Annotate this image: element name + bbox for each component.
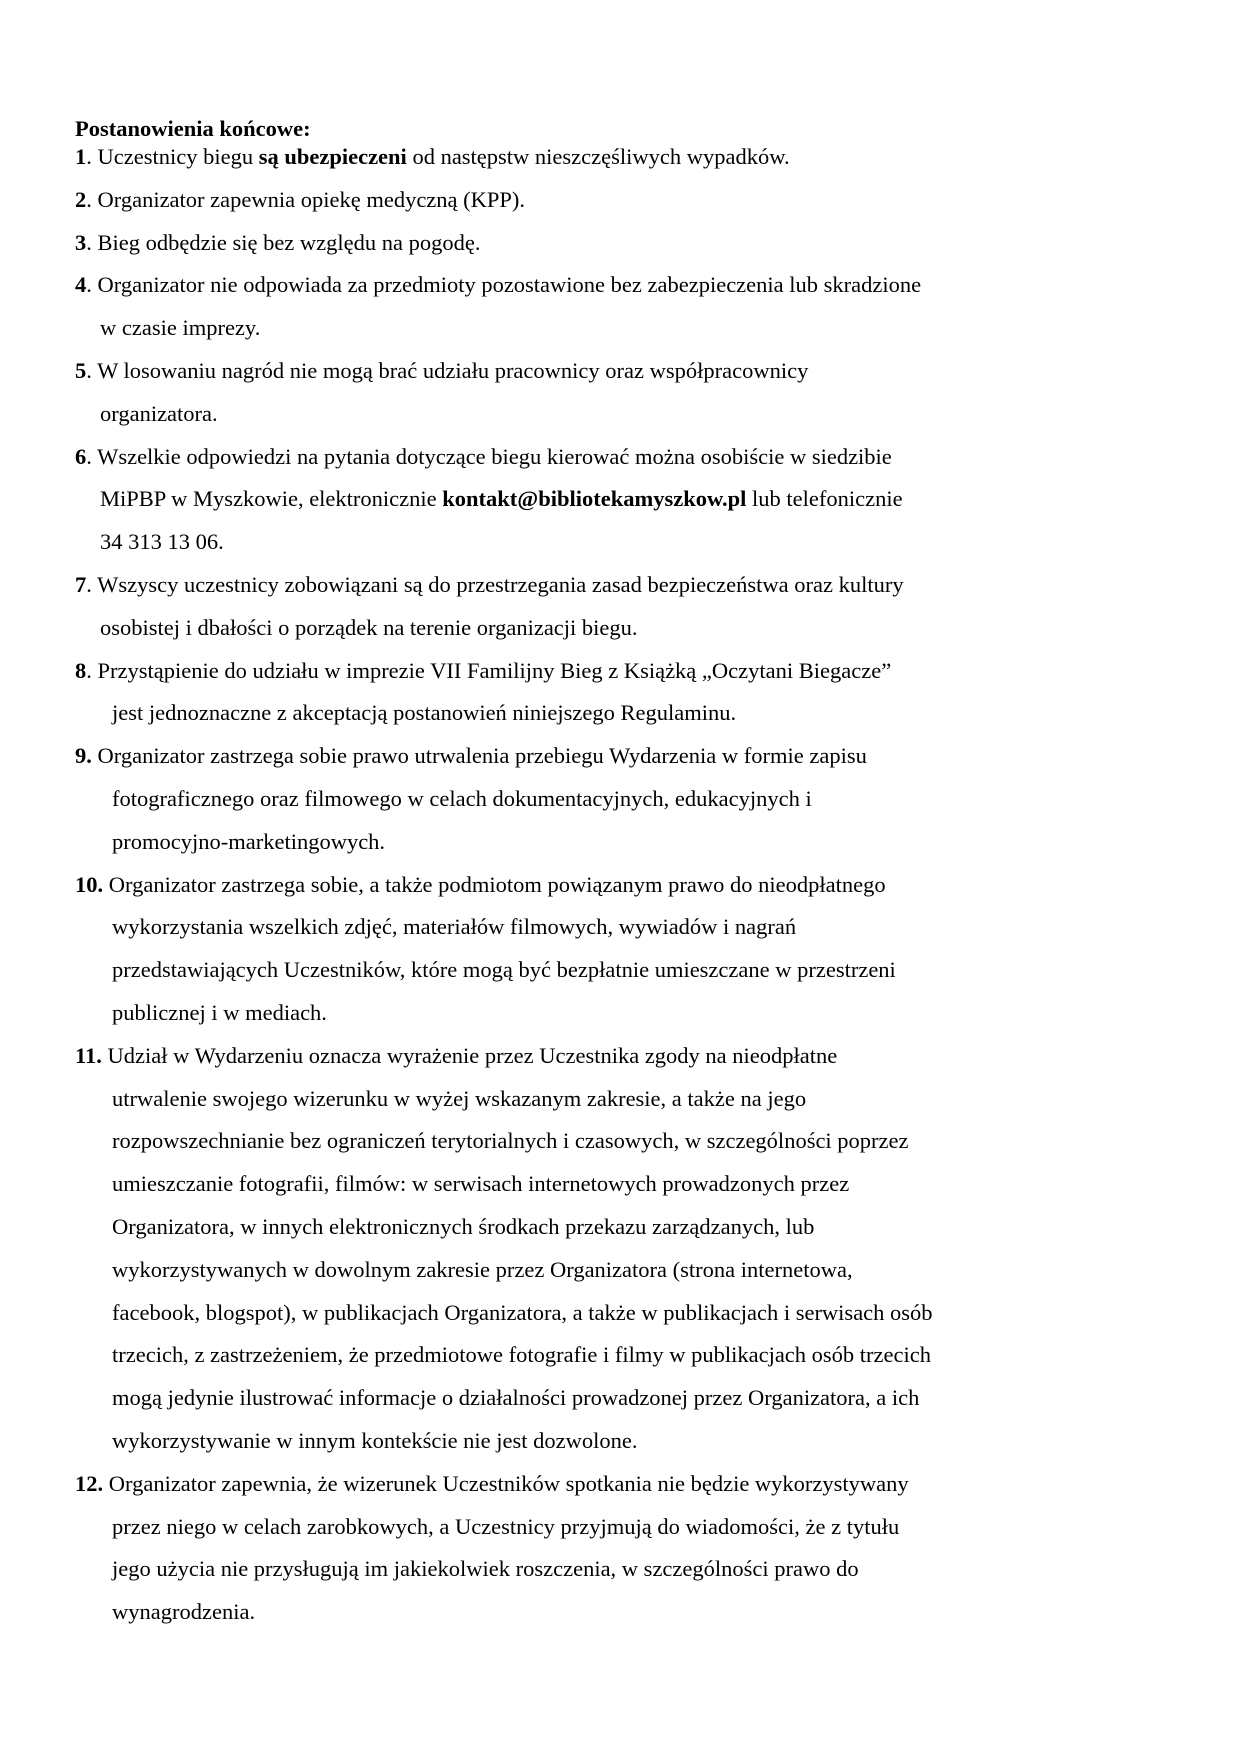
list-item: 2. Organizator zapewnia opiekę medyczną (KPP). bbox=[75, 186, 526, 212]
item-number: 8 bbox=[75, 657, 87, 683]
line-text: przedstawiających Uczestników, które mogą być bezpłatnie umieszczane w przestrzeni bbox=[112, 957, 896, 983]
list-item-continuation bbox=[112, 1128, 909, 1154]
list-item bbox=[75, 743, 867, 769]
emphasis-text: są ubezpieczeni bbox=[258, 144, 407, 169]
line-text: Wszyscy uczestnicy zobowiązani są do przestrzegania zasad bezpieczeństwa oraz kultury bbox=[97, 572, 904, 597]
item-number: 1 bbox=[75, 144, 87, 169]
item-number: 9. bbox=[75, 743, 92, 769]
line-text: Organizator zastrzega sobie, a także podmiotom powiązanym prawo do nieodpłatnego bbox=[108, 871, 886, 897]
list-item-continuation bbox=[100, 401, 218, 427]
line-text: umieszczanie fotografii, filmów: w serwisach internetowych prowadzonych przez bbox=[112, 1171, 850, 1197]
list-item: 6. Wszelkie odpowiedzi na pytania dotyczące biegu kierować można osobiście w siedzibie bbox=[75, 443, 892, 469]
page-title: Postanowienia końcowe: bbox=[75, 116, 311, 141]
list-item-continuation bbox=[112, 1086, 806, 1112]
list-item-continuation bbox=[112, 1214, 814, 1240]
item-number: 5 bbox=[75, 358, 87, 383]
line-text: wykorzystania wszelkich zdjęć, materiałów filmowych, wywiadów i nagrań bbox=[112, 914, 797, 940]
list-item-continuation bbox=[112, 1342, 931, 1368]
line-text: 34 313 13 06. bbox=[100, 529, 224, 555]
line-text: MiPBP w Myszkowie, elektronicznie bbox=[100, 486, 443, 512]
list-item-continuation bbox=[112, 1599, 255, 1625]
list-item-continuation bbox=[112, 957, 896, 983]
list-item-continuation bbox=[100, 315, 260, 341]
line-text: Uczestnicy biegu bbox=[97, 144, 259, 169]
line-text: fotograficznego oraz filmowego w celach dokumentacyjnych, edukacyjnych i bbox=[112, 786, 812, 811]
line-text: Organizator nie odpowiada za przedmioty pozostawione bez zabezpieczenia lub skradzione bbox=[97, 272, 922, 298]
list-item: 4. Organizator nie odpowiada za przedmioty pozostawione bez zabezpieczenia lub skradzione bbox=[75, 272, 922, 298]
list-item-continuation bbox=[112, 1385, 919, 1411]
line-text: przez niego w celach zarobkowych, a Uczestnicy przyjmują do wiadomości, że z tytułu bbox=[112, 1513, 900, 1539]
line-text: osobistej i dbałości o porządek na terenie organizacji biegu. bbox=[100, 614, 638, 640]
emphasis-text: kontakt@bibliotekamyszkow.pl bbox=[442, 486, 747, 512]
item-number: 12. bbox=[75, 1470, 104, 1496]
line-text: jego użycia nie przysługują im jakiekolwiek roszczenia, w szczególności prawo do bbox=[112, 1556, 859, 1582]
list-item-continuation bbox=[112, 700, 736, 726]
list-item: 1. Uczestnicy biegu są ubezpieczeni od następstw nieszczęśliwych wypadków. bbox=[75, 144, 790, 169]
item-number: 3 bbox=[75, 229, 87, 255]
line-text: wynagrodzenia. bbox=[112, 1599, 256, 1625]
list-item-continuation bbox=[112, 1514, 899, 1540]
list-item-continuation bbox=[112, 829, 385, 855]
list-item-continuation bbox=[112, 1171, 849, 1197]
list-item bbox=[75, 872, 886, 898]
list-item bbox=[75, 1043, 837, 1069]
line-text: jest jednoznaczne z akceptacją postanowień niniejszego Regulaminu. bbox=[112, 700, 737, 726]
list-item-continuation bbox=[100, 486, 903, 512]
line-text: lub telefonicznie bbox=[746, 486, 903, 512]
list-item-continuation bbox=[112, 1000, 327, 1026]
line-text: wykorzystywanych w dowolnym zakresie przez Organizatora (strona internetowa, bbox=[112, 1256, 853, 1282]
list-item: 3. Bieg odbędzie się bez względu na pogodę. bbox=[75, 229, 481, 255]
list-item-continuation bbox=[112, 1556, 859, 1582]
line-text: Organizator zastrzega sobie prawo utrwalenia przebiegu Wydarzenia w formie zapisu bbox=[97, 743, 867, 769]
line-text: utrwalenie swojego wizerunku w wyżej wskazanym zakresie, a także na jego bbox=[112, 1085, 807, 1111]
list-item-continuation bbox=[100, 529, 224, 555]
item-number: 6 bbox=[75, 443, 87, 469]
line-text: Bieg odbędzie się bez względu na pogodę. bbox=[97, 229, 481, 255]
line-text: Organizator zapewnia opiekę medyczną (KPP). bbox=[97, 186, 526, 212]
list-item: 5. W losowaniu nagród nie mogą brać udziału pracownicy oraz współpracownicy bbox=[75, 358, 809, 383]
list-item: 7. Wszyscy uczestnicy zobowiązani są do przestrzegania zasad bezpieczeństwa oraz kultury bbox=[75, 572, 904, 597]
item-number: 2 bbox=[75, 186, 87, 212]
list-item-continuation bbox=[112, 1300, 933, 1326]
item-number: 11. bbox=[75, 1042, 102, 1068]
line-text: mogą jedynie ilustrować informacje o działalności prowadzonej przez Organizatora, a ich bbox=[112, 1385, 920, 1411]
list-item: 8. Przystąpienie do udziału w imprezie VII Familijny Bieg z Książką „Oczytani Biegacze” bbox=[75, 657, 892, 683]
list-item bbox=[75, 1471, 909, 1497]
line-text: trzecich, z zastrzeżeniem, że przedmiotowe fotografie i filmy w publikacjach osób trzecich bbox=[112, 1342, 931, 1368]
line-text: Organizatora, w innych elektronicznych środkach przekazu zarządzanych, lub bbox=[112, 1214, 815, 1239]
line-text: w czasie imprezy. bbox=[100, 315, 261, 341]
line-text: Udział w Wydarzeniu oznacza wyrażenie przez Uczestnika zgody na nieodpłatne bbox=[107, 1042, 838, 1068]
line-text: W losowaniu nagród nie mogą brać udziału pracownicy oraz współpracownicy bbox=[97, 358, 809, 383]
line-text: od następstw nieszczęśliwych wypadków. bbox=[406, 144, 790, 169]
item-number: 10. bbox=[75, 871, 104, 897]
list-item-continuation bbox=[112, 1428, 638, 1454]
line-text: facebook, blogspot), w publikacjach Organizatora, a także w publikacjach i serwisach osób bbox=[112, 1299, 933, 1325]
item-number: 7 bbox=[75, 572, 87, 597]
line-text: organizatora. bbox=[100, 400, 218, 426]
line-text: rozpowszechnianie bez ograniczeń terytorialnych i czasowych, w szczególności poprzez bbox=[112, 1128, 909, 1154]
line-text: Przystąpienie do udziału w imprezie VII Familijny Bieg z Książką „Oczytani Biegacze” bbox=[97, 657, 892, 683]
line-text: wykorzystywanie w innym kontekście nie jest dozwolone. bbox=[112, 1428, 638, 1453]
list-item-continuation bbox=[112, 786, 812, 812]
line-text: publicznej i w mediach. bbox=[112, 1000, 327, 1025]
item-number: 4 bbox=[75, 272, 87, 298]
line-text: Wszelkie odpowiedzi na pytania dotyczące biegu kierować można osobiście w siedzibie bbox=[97, 443, 892, 469]
line-text: promocyjno-marketingowych. bbox=[112, 828, 386, 854]
list-item-continuation bbox=[112, 1257, 853, 1283]
line-text: Organizator zapewnia, że wizerunek Uczestników spotkania nie będzie wykorzystywany bbox=[108, 1470, 909, 1496]
list-item-continuation bbox=[100, 615, 638, 641]
list-item-continuation bbox=[112, 914, 796, 940]
